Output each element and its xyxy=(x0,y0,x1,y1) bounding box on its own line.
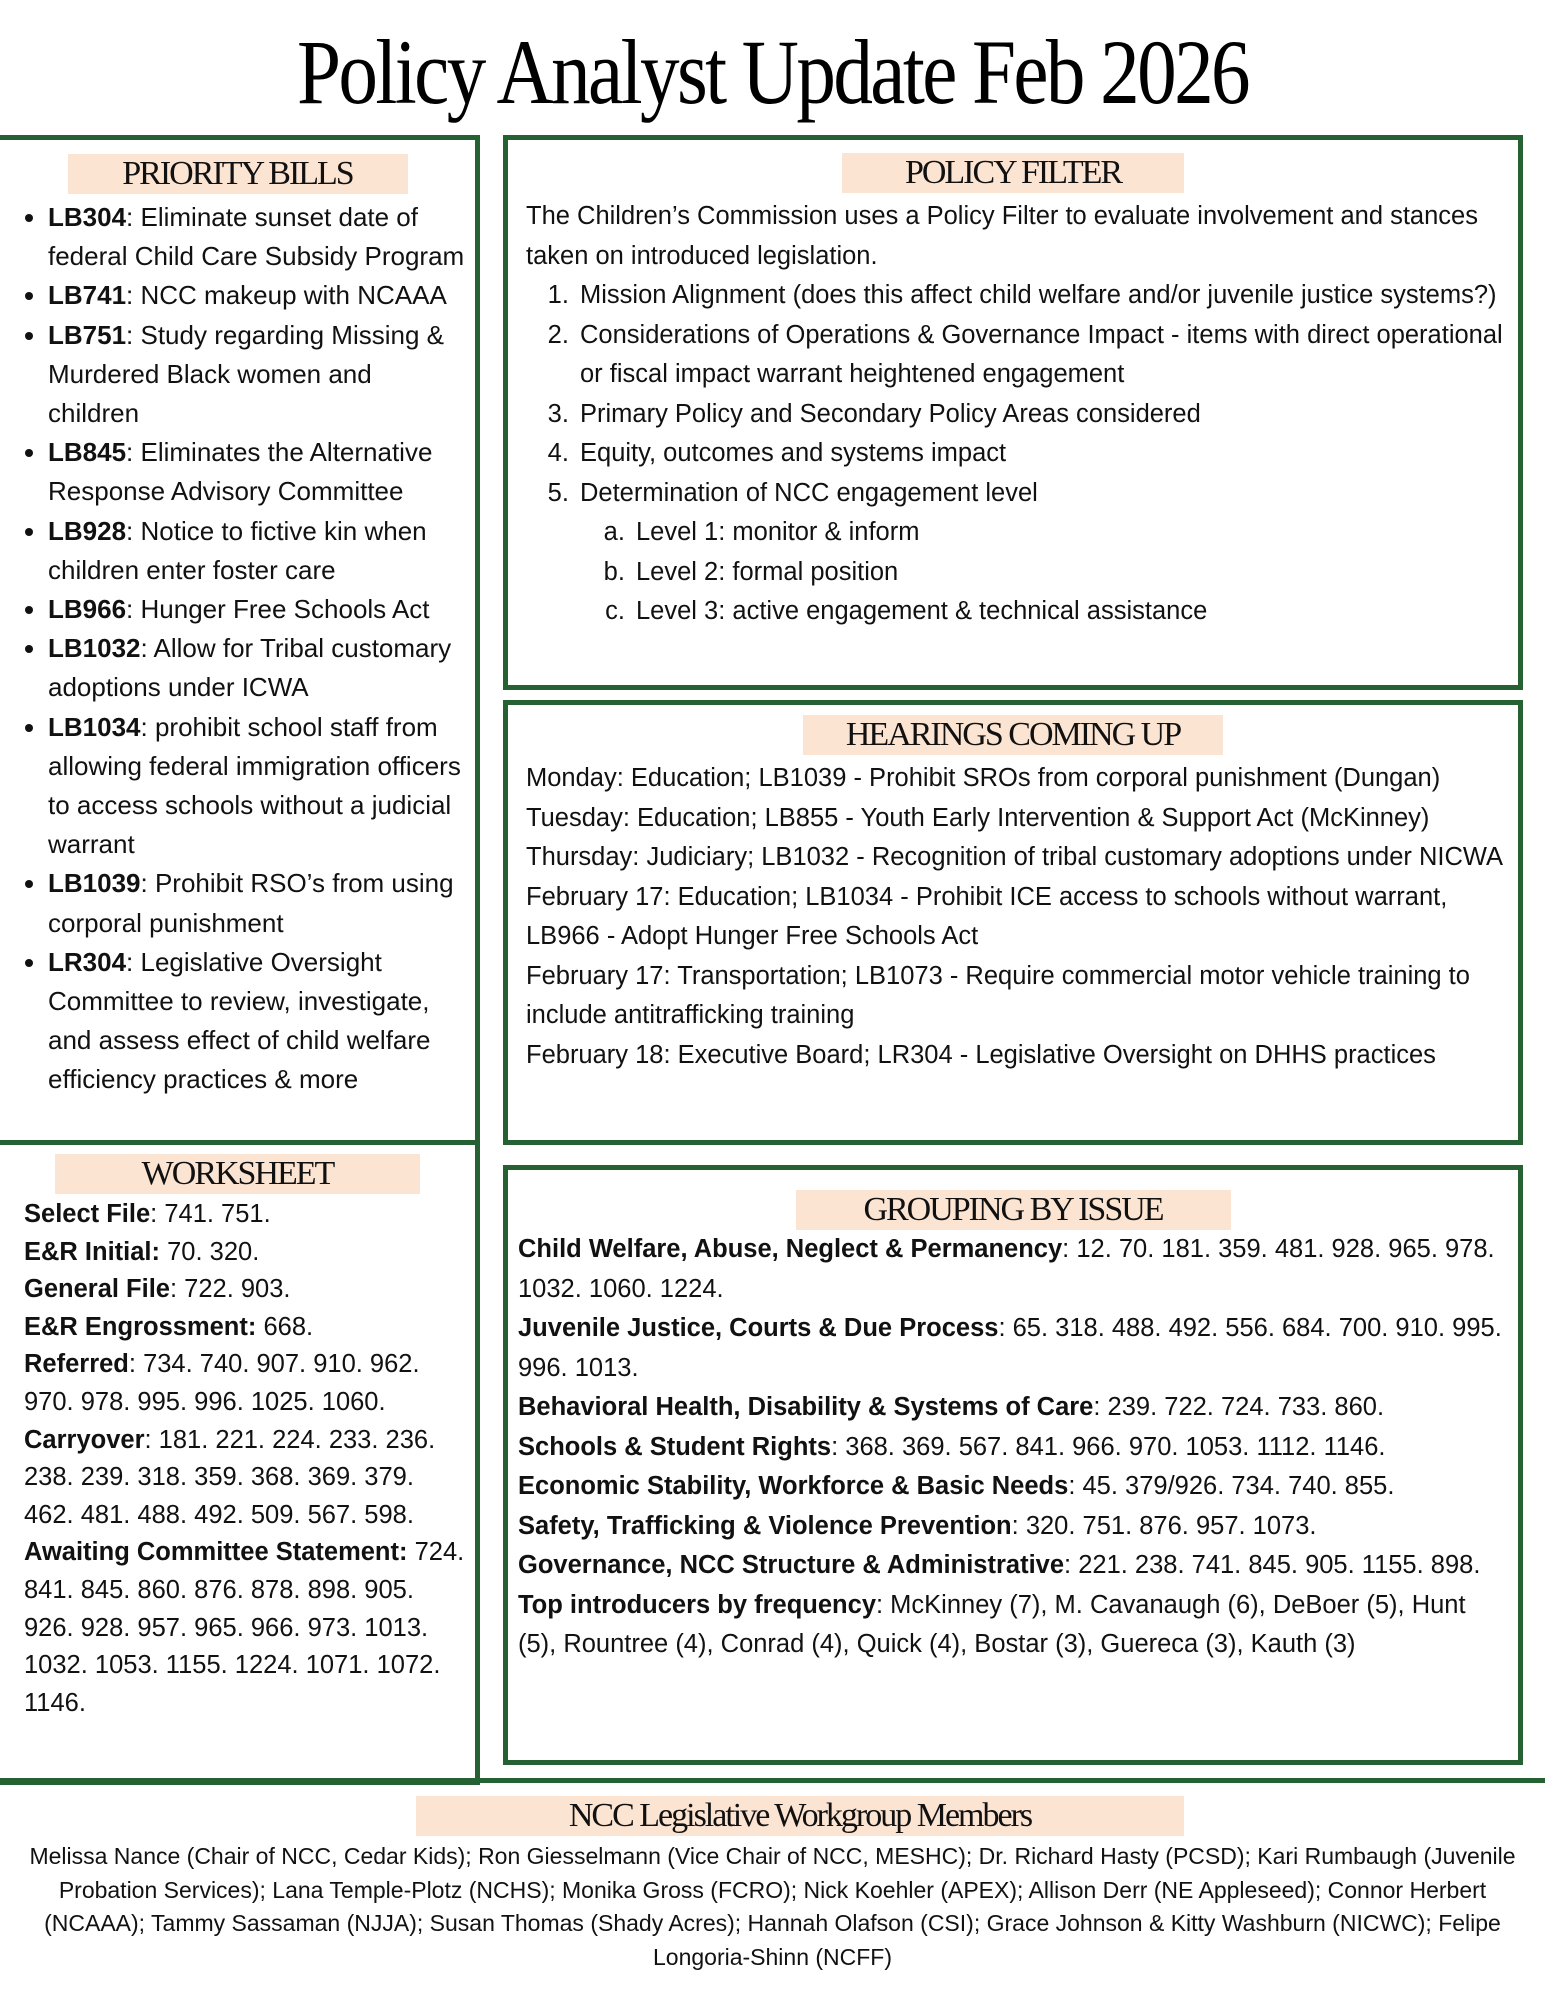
separator: : xyxy=(998,1314,1013,1342)
priority-bills-heading: PRIORITY BILLS xyxy=(68,154,408,194)
filter-step xyxy=(576,474,1504,632)
members-heading: NCC Legislative Workgroup Members xyxy=(416,1796,1184,1836)
filter-step: 1. Mission Alignment (does this affect child welfare and/or juvenile justice systems?) xyxy=(576,276,1504,316)
separator: : xyxy=(1093,1393,1108,1421)
stage-values: 724. 841. 845. 860. 876. 878. 898. 905. 926. 928. 957. 965. 966. 973. 1013. 1032. 1053. 1155. 1224. 1071. 1072. 1146. xyxy=(24,1538,465,1717)
worksheet-row xyxy=(24,1422,465,1535)
bill-number: LB1039 xyxy=(48,868,141,899)
issue-row xyxy=(518,1230,1504,1309)
issue-label: Economic Stability, Workforce & Basic Needs xyxy=(518,1472,1069,1500)
bill-description: : Prohibit RSO’s from using corporal punishment xyxy=(48,868,454,938)
stage-label: Select File xyxy=(24,1200,151,1228)
policy-filter-heading: POLICY FILTER xyxy=(842,153,1184,193)
filter-step: 2. Considerations of Operations & Governance Impact - items with direct operational or fiscal impact warrant heightened engagement xyxy=(576,316,1504,395)
bill-description: : Hunger Free Schools Act xyxy=(126,594,430,625)
separator: : xyxy=(831,1432,846,1461)
issue-row xyxy=(518,1309,1504,1388)
issue-values: 368. 369. 567. 841. 966. 970. 1053. 1112. 1146. xyxy=(845,1432,1386,1461)
separator: : xyxy=(169,1275,185,1304)
engagement-level: b. Level 2: formal position xyxy=(632,553,1504,593)
stage-values: 741. 751. xyxy=(164,1200,271,1228)
bill-description: : Notice to fictive kin when children enter foster care xyxy=(48,515,427,585)
separator: : xyxy=(150,1200,165,1228)
bill-description: : Eliminates the Alternative Response Advisory Committee xyxy=(48,437,433,507)
bill-item xyxy=(48,864,475,942)
bill-number: LB1034 xyxy=(48,711,141,742)
top-introducers-row xyxy=(518,1586,1504,1665)
bill-number: LR304 xyxy=(48,946,127,977)
hearings-heading: HEARINGS COMING UP xyxy=(803,715,1223,755)
issue-label: Safety, Trafficking & Violence Prevention xyxy=(518,1511,1012,1540)
separator: : xyxy=(128,1350,144,1379)
filter-step: 4. Equity, outcomes and systems impact xyxy=(576,434,1504,474)
issue-row xyxy=(518,1428,1504,1468)
separator: : xyxy=(1062,1235,1077,1263)
bill-description: : Allow for Tribal customary adoptions under ICWA xyxy=(48,633,452,703)
hearing-item: February 17: Education; LB1034 - Prohibit ICE access to schools without warrant, LB966 - Adopt Hunger Free Schools Act xyxy=(526,882,1448,950)
worksheet-row xyxy=(24,1234,465,1272)
bill-description: : Legislative Oversight Committee to review, investigate, and assess effect of child welfare efficiency practices & more xyxy=(48,946,431,1095)
bill-item xyxy=(48,708,475,865)
separator: : xyxy=(1068,1472,1083,1500)
bill-item xyxy=(48,629,475,707)
bill-number: LB751 xyxy=(48,319,127,350)
bill-description: : Eliminate sunset date of federal Child Care Subsidy Program xyxy=(48,202,465,272)
stage-values: 181. 221. 224. 233. 236. 238. 239. 318. 359. 368. 369. 379. 462. 481. 488. 492. 509. 567. 598. xyxy=(24,1425,436,1529)
grouping-panel xyxy=(503,1165,1523,1765)
introducer-values: McKinney (7), M. Cavanaugh (6), DeBoer (5), Hunt (5), Rountree (4), Conrad (4), Quick (4), Bostar (3), Guereca (3), Kauth (3) xyxy=(518,1590,1466,1658)
policy-filter-intro: The Children’s Commission uses a Policy Filter to evaluate involvement and stances taken on introduced legislation. xyxy=(526,202,1478,270)
hearing-item: February 18: Executive Board; LR304 - Legislative Oversight on DHHS practices xyxy=(526,1040,1436,1069)
issue-row xyxy=(518,1467,1504,1507)
page-title: Policy Analyst Update Feb 2026 xyxy=(296,21,1249,123)
issue-values: 65. 318. 488. 492. 556. 684. 700. 910. 995. 996. 1013. xyxy=(518,1314,1502,1382)
filter-step: 3. Primary Policy and Secondary Policy Areas considered xyxy=(576,395,1504,435)
bill-item xyxy=(48,943,475,1100)
bill-item xyxy=(48,512,475,590)
bill-description: : NCC makeup with NCAAA xyxy=(126,280,447,311)
issue-label: Behavioral Health, Disability & Systems of Care xyxy=(518,1393,1094,1421)
hearing-item: Tuesday: Education; LB855 - Youth Early Intervention & Support Act (McKinney) xyxy=(526,803,1430,832)
priority-bills-panel xyxy=(0,135,480,1145)
issue-label: Top introducers by frequency xyxy=(518,1590,876,1619)
stage-label: General File xyxy=(24,1275,170,1304)
section-divider xyxy=(0,1778,1545,1783)
priority-bills-list xyxy=(0,198,475,1100)
bill-item xyxy=(48,433,475,511)
bill-number: LB966 xyxy=(48,594,127,625)
engagement-level: c. Level 3: active engagement & technical assistance xyxy=(632,592,1504,632)
issue-row xyxy=(518,1507,1504,1547)
stage-label: Carryover xyxy=(24,1425,145,1454)
filter-step-text: Determination of NCC engagement level xyxy=(580,478,1038,507)
issue-label: Schools & Student Rights xyxy=(518,1432,832,1461)
policy-filter-panel xyxy=(503,135,1523,690)
issue-label: Juvenile Justice, Courts & Due Process xyxy=(518,1314,999,1342)
issue-row xyxy=(518,1388,1504,1428)
stage-label: E&R Initial: xyxy=(24,1237,161,1266)
policy-filter-steps xyxy=(526,276,1504,632)
stage-label: Referred xyxy=(24,1350,129,1379)
worksheet-panel xyxy=(0,1140,480,1785)
bill-number: LB304 xyxy=(48,202,127,232)
hearings-panel xyxy=(503,700,1523,1145)
hearing-item: Thursday: Judiciary; LB1032 - Recognition of tribal customary adoptions under NICWA xyxy=(526,843,1504,871)
stage-values: 722. 903. xyxy=(184,1275,291,1304)
separator xyxy=(408,1538,415,1566)
issue-values: 239. 722. 724. 733. 860. xyxy=(1107,1393,1385,1421)
issue-values: 221. 238. 741. 845. 905. 1155. 898. xyxy=(1078,1551,1481,1579)
members-list: Melissa Nance (Chair of NCC, Cedar Kids); Ron Giesselmann (Vice Chair of NCC, MESHC); Dr. Richard Hasty (PCSD); Kari Rumbaugh (Juvenile Probation Services); Lana Temple-Plotz (NCHS); Monika Gross (FCRO); Nick Koehler (APEX); Allison Derr (NE Appleseed); Connor Herbert (NCAAA); Tammy Sassaman (NJJA); Susan Thomas (Shady Acres); Hannah Olafson (CSI); Grace Johnson & Kitty Washburn (NICWC); Felipe Longoria-Shinn (NCFF) xyxy=(29,1843,1516,1970)
stage-values: 668. xyxy=(263,1312,314,1341)
engagement-level: a. Level 1: monitor & inform xyxy=(632,513,1504,553)
stage-label: E&R Engrossment: xyxy=(24,1312,257,1341)
worksheet-heading: WORKSHEET xyxy=(55,1154,420,1194)
grouping-list xyxy=(508,1230,1518,1665)
stage-values: 70. 320. xyxy=(167,1237,260,1266)
worksheet-row xyxy=(24,1271,465,1309)
worksheet-row xyxy=(24,1196,465,1234)
separator: : xyxy=(876,1590,891,1619)
separator: : xyxy=(144,1425,159,1454)
bill-item xyxy=(48,316,475,434)
hearing-item: February 17: Transportation; LB1073 - Require commercial motor vehicle training to include antitrafficking training xyxy=(526,961,1470,1029)
stage-label: Awaiting Committee Statement: xyxy=(24,1538,408,1567)
bill-description: : prohibit school staff from allowing federal immigration officers to access schools without a judicial warrant xyxy=(48,711,461,860)
issue-label: Governance, NCC Structure & Administrative xyxy=(518,1551,1065,1579)
hearings-list xyxy=(508,755,1518,1075)
bill-item xyxy=(48,590,475,629)
issue-values: 320. 751. 876. 957. 1073. xyxy=(1025,1511,1317,1540)
issue-label: Child Welfare, Abuse, Neglect & Permanency xyxy=(518,1235,1063,1263)
separator: : xyxy=(1011,1511,1026,1540)
hearing-item: Monday: Education; LB1039 - Prohibit SROs from corporal punishment (Dungan) xyxy=(526,764,1441,792)
bill-number: LB741 xyxy=(48,280,127,311)
stage-values: 734. 740. 907. 910. 962. 970. 978. 995. 996. 1025. 1060. xyxy=(24,1350,420,1416)
issue-row xyxy=(518,1546,1504,1586)
separator: : xyxy=(1064,1551,1079,1579)
bill-number: LB928 xyxy=(48,515,127,546)
issue-values: 12. 70. 181. 359. 481. 928. 965. 978. 1032. 1060. 1224. xyxy=(518,1235,1495,1303)
worksheet-row xyxy=(24,1309,465,1347)
bill-number: LB1032 xyxy=(48,633,141,664)
bill-description: : Study regarding Missing & Murdered Black women and children xyxy=(48,319,444,429)
bill-item xyxy=(48,276,475,315)
bill-item xyxy=(48,198,475,276)
worksheet-row xyxy=(24,1346,465,1421)
issue-values: 45. 379/926. 734. 740. 855. xyxy=(1082,1472,1395,1500)
bill-number: LB845 xyxy=(48,437,127,468)
engagement-levels xyxy=(580,513,1504,632)
grouping-heading: GROUPING BY ISSUE xyxy=(796,1190,1231,1230)
worksheet-row xyxy=(24,1534,465,1722)
worksheet-list xyxy=(0,1194,475,1722)
policy-filter-body xyxy=(508,193,1518,632)
